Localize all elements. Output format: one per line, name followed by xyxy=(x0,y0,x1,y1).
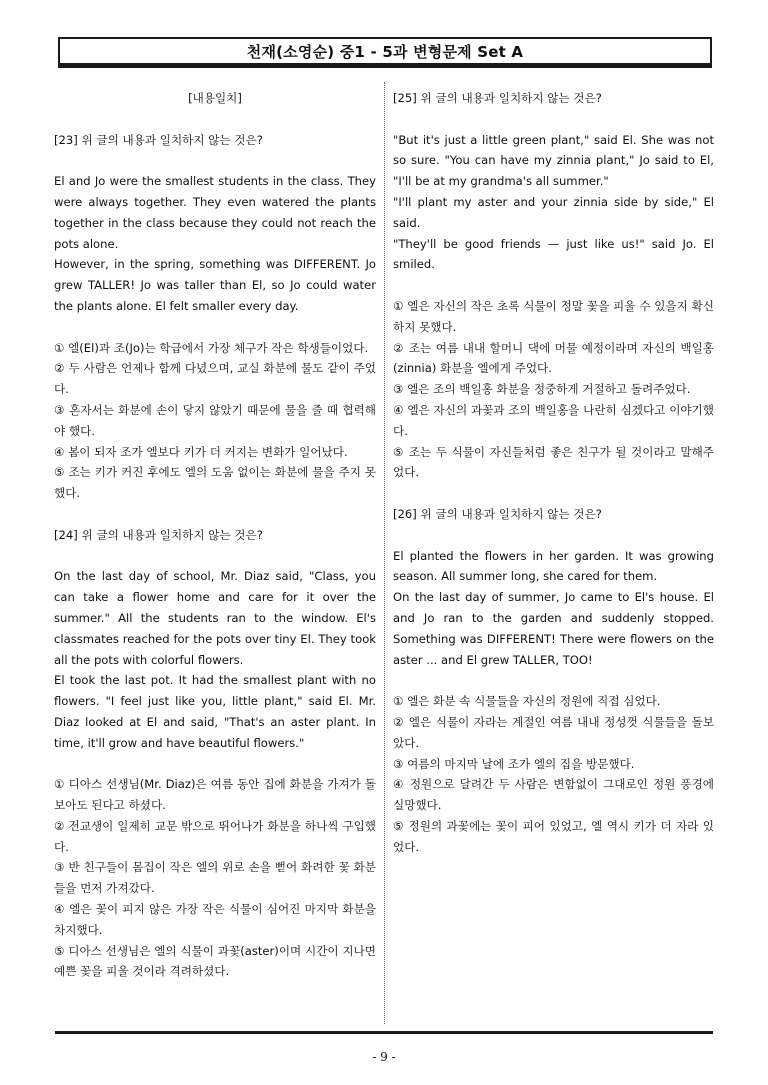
question-23-option-2: ② 두 사람은 언제나 함께 다녔으며, 교실 화분에 물도 같이 주었다. xyxy=(54,361,376,397)
question-23-option-1: ① 엘(El)과 조(Jo)는 학급에서 가장 체구가 작은 학생들이었다. xyxy=(54,340,369,355)
column-divider xyxy=(384,82,385,1024)
question-25-option-2: ② 조는 여름 내내 할머니 댁에 머물 예정이라며 자신의 백일홍(zinnia) 화분을 엘에게 주었다. xyxy=(393,340,714,376)
question-24-option-1: ① 디아스 선생님(Mr. Diaz)은 여름 동안 집에 화분을 가져가 돌보아도 된다고 하셨다. xyxy=(54,777,376,813)
section-heading: [내용일치] xyxy=(188,91,242,105)
question-25-prompt: [25] 위 글의 내용과 일치하지 않는 것은? xyxy=(393,91,602,105)
question-23-passage-2: However, in the spring, something was DIFFERENT. Jo grew TALLER! Jo was taller than El, so Jo could water the plants alone. El felt smaller every day. xyxy=(54,257,376,313)
question-24-prompt: [24] 위 글의 내용과 일치하지 않는 것은? xyxy=(54,527,263,542)
question-26-option-3: ③ 여름의 마지막 날에 조가 엘의 집을 방문했다. xyxy=(393,756,635,771)
question-25-passage-3: "They'll be good friends — just like us!" said Jo. El smiled. xyxy=(393,236,714,272)
question-24-passage-1: On the last day of school, Mr. Diaz said, "Class, you can take a flower home and care for it over the summer." All the students ran to the window. El's classmates reached for the pots over tiny El. They took all the pots with colorful flowers. xyxy=(54,569,376,667)
question-26-prompt: [26] 위 글의 내용과 일치하지 않는 것은? xyxy=(393,506,602,521)
footer-rule xyxy=(55,1031,713,1034)
question-25-option-5: ⑤ 조는 두 식물이 자신들처럼 좋은 친구가 될 것이라고 말해주었다. xyxy=(393,444,714,480)
question-23-option-5: ⑤ 조는 키가 커진 후에도 엘의 도움 없이는 화분에 물을 주지 못했다. xyxy=(54,465,376,501)
question-26-passage-2: On the last day of summer, Jo came to El's house. El and Jo ran to the garden and suddenly stopped. Something was DIFFERENT! There were flowers on the aster ... and El grew TALLER, TOO! xyxy=(393,590,714,667)
right-column xyxy=(393,88,714,857)
question-25-option-1: ① 엘은 자신의 작은 초록 식물이 정말 꽃을 피울 수 있을지 확신하지 못했다. xyxy=(393,298,714,334)
question-23-option-3: ③ 혼자서는 화분에 손이 닿지 않았기 때문에 물을 줄 때 협력해야 했다. xyxy=(54,402,376,438)
question-24-option-2: ② 전교생이 일제히 교문 밖으로 뛰어나가 화분을 하나씩 구입했다. xyxy=(54,818,376,854)
question-26-option-1: ① 엘은 화분 속 식물들을 자신의 정원에 직접 심었다. xyxy=(393,694,661,709)
question-23-passage-1: El and Jo were the smallest students in the class. They were always together. They even watered the plants together in the class because they could not reach the pots alone. xyxy=(54,174,376,251)
question-25-option-4: ④ 엘은 자신의 과꽃과 조의 백일홍을 나란히 심겠다고 이야기했다. xyxy=(393,402,714,438)
question-24-option-4: ④ 엘은 꽃이 피지 않은 가장 작은 식물이 심어진 마지막 화분을 차지했다. xyxy=(54,902,376,937)
question-24-option-5: ⑤ 디아스 선생님은 엘의 식물이 과꽃(aster)이며 시간이 지나면 예쁜 꽃을 피울 것이라 격려하셨다. xyxy=(54,943,376,979)
question-24-option-3: ③ 반 친구들이 몸집이 작은 엘의 위로 손을 뻗어 화려한 꽃 화분들을 먼저 가져갔다. xyxy=(54,860,376,896)
question-26-option-4: ④ 정원으로 달려간 두 사람은 변함없이 그대로인 정원 풍경에 실망했다. xyxy=(393,777,714,813)
page-header xyxy=(58,37,712,65)
question-25-passage-1: "But it's just a little green plant," said El. She was not so sure. "You can have my zinnia plant," Jo said to El, "I'll be at my grandma's all summer." xyxy=(393,132,714,189)
question-23-option-4: ④ 봄이 되자 조가 엘보다 키가 더 커지는 변화가 일어났다. xyxy=(54,444,348,459)
page-number: - 9 - xyxy=(372,1050,396,1064)
question-23-prompt: [23] 위 글의 내용과 일치하지 않는 것은? xyxy=(54,132,263,147)
question-26-passage-1: El planted the flowers in her garden. It was growing season. All summer long, she cared for them. xyxy=(393,548,714,584)
question-26-option-5: ⑤ 정원의 과꽃에는 꽃이 피어 있었고, 엘 역시 키가 더 자라 있었다. xyxy=(393,818,714,854)
question-26-option-2: ② 엘은 식물이 자라는 계절인 여름 내내 정성껏 식물들을 돌보았다. xyxy=(393,714,714,750)
page-title: 천재(소영순) 중1 - 5과 변형문제 Set A xyxy=(246,42,524,61)
question-25-passage-2: "I'll plant my aster and your zinnia side by side," El said. xyxy=(393,194,714,230)
question-25-option-3: ③ 엘은 조의 백일홍 화분을 정중하게 거절하고 돌려주었다. xyxy=(393,382,691,397)
left-column xyxy=(54,88,376,982)
question-24-passage-2: El took the last pot. It had the smallest plant with no flowers. "I feel just like you, little plant," said El. Mr. Diaz looked at El and said, "That's an aster plant. In time, it'll grow and have beautiful flowers." xyxy=(54,673,376,750)
